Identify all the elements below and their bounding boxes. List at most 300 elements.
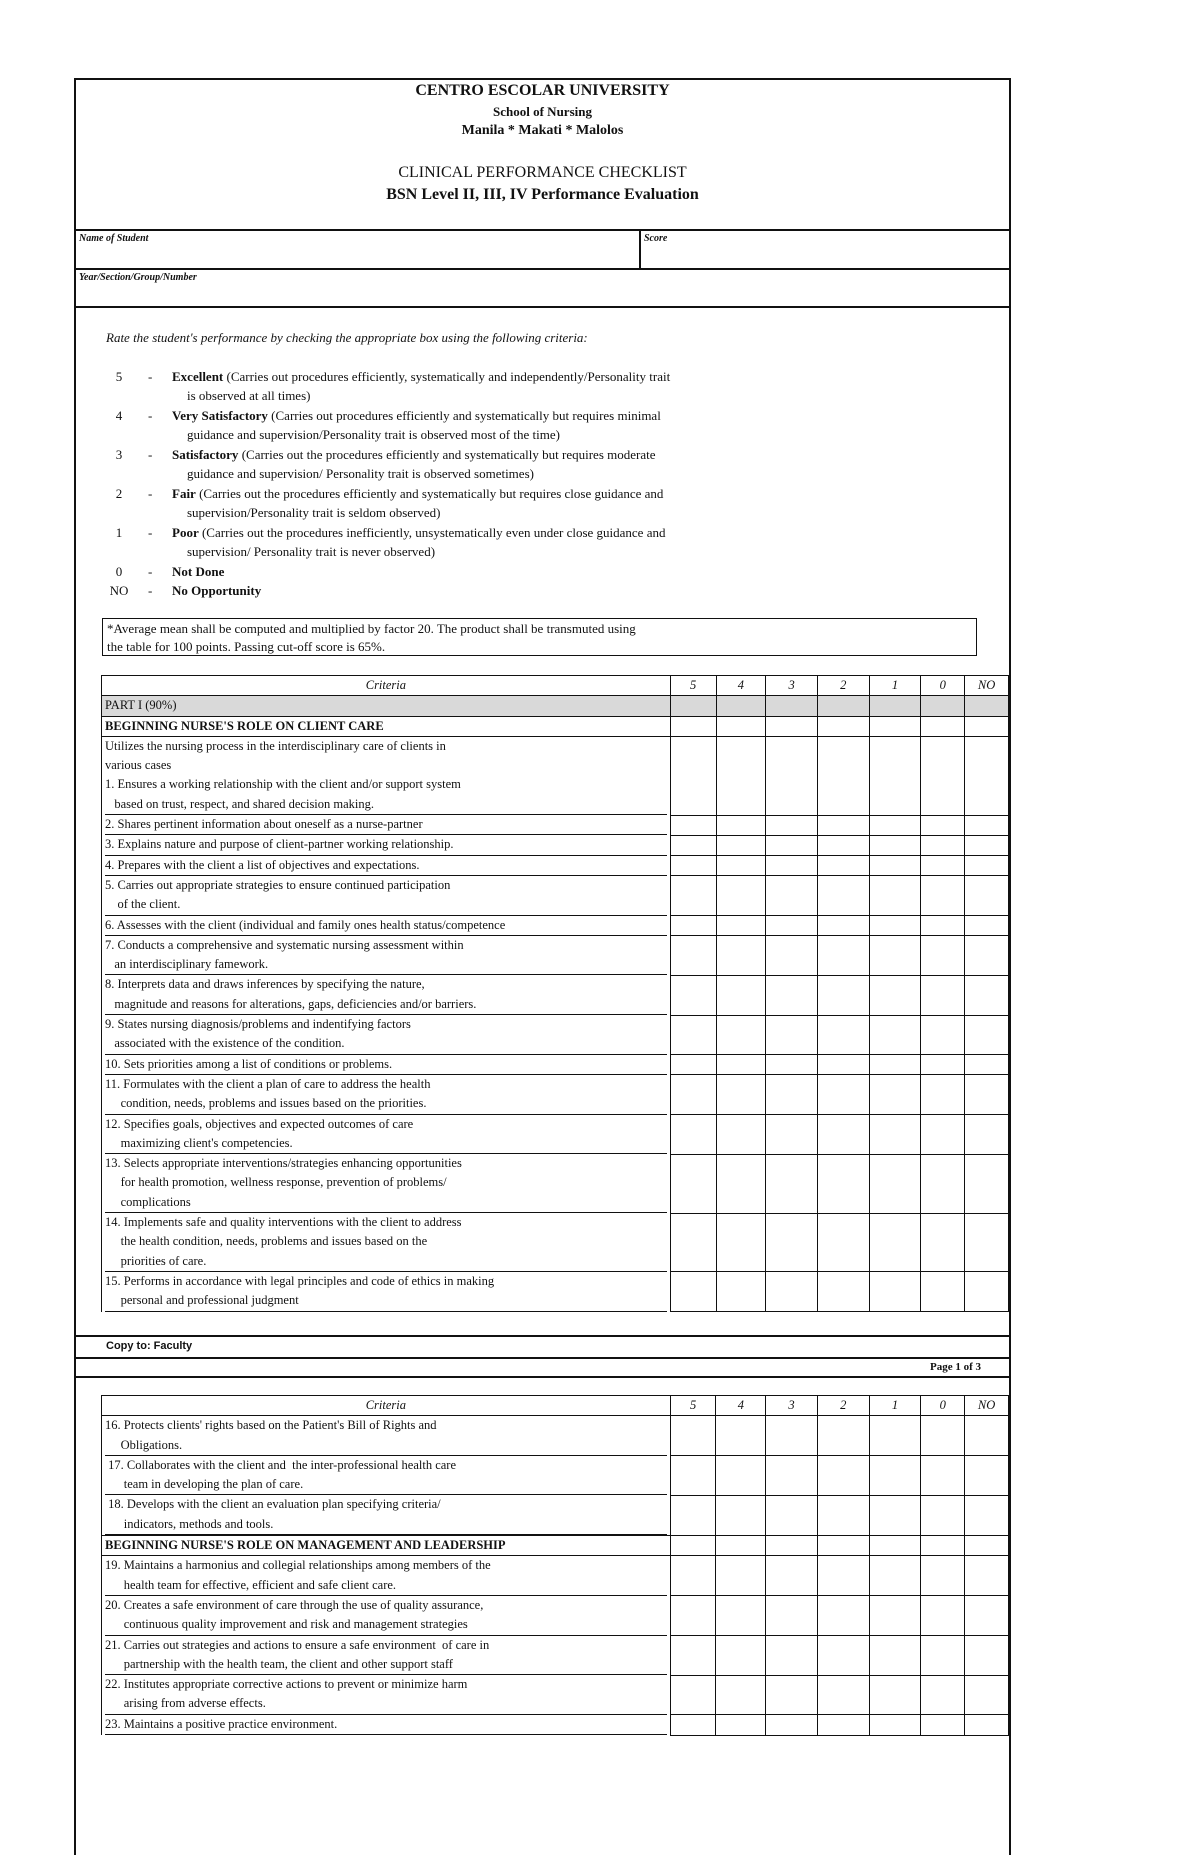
rating-checkbox[interactable] <box>869 1536 921 1556</box>
rating-checkbox[interactable] <box>766 736 818 815</box>
scale-name: Poor <box>172 525 199 540</box>
rating-checkbox[interactable] <box>921 1556 965 1596</box>
rating-checkbox[interactable] <box>965 975 1009 1015</box>
criterion-text <box>102 856 671 876</box>
rating-checkbox[interactable] <box>716 876 766 916</box>
scoring-note-line: *Average mean shall be computed and multiplied by factor 20. The product shall be transmuted using <box>107 621 636 636</box>
scale-name: Very Satisfactory <box>172 408 268 423</box>
rating-checkbox[interactable] <box>869 696 921 716</box>
rating-checkbox[interactable] <box>766 1596 818 1636</box>
rating-checkbox[interactable] <box>921 696 965 716</box>
rating-checkbox[interactable] <box>716 1015 766 1055</box>
rating-checkbox[interactable] <box>965 716 1009 736</box>
divider <box>76 306 1009 308</box>
criterion-line: Utilizes the nursing process in the interdisciplinary care of clients in <box>105 738 446 753</box>
scale-name: No Opportunity <box>172 583 262 598</box>
rating-checkbox[interactable] <box>869 856 921 876</box>
rating-checkbox[interactable] <box>716 1596 766 1636</box>
rating-checkbox[interactable] <box>965 1272 1009 1312</box>
rating-checkbox[interactable] <box>766 1154 818 1213</box>
rating-checkbox[interactable] <box>817 1154 869 1213</box>
rating-checkbox[interactable] <box>716 1675 766 1715</box>
rating-checkbox[interactable] <box>817 1596 869 1636</box>
rating-checkbox[interactable] <box>869 1495 921 1535</box>
scale-name: Satisfactory <box>172 447 239 462</box>
rating-checkbox[interactable] <box>869 736 921 815</box>
rating-column-header: 1 <box>869 676 921 696</box>
table-header-row <box>102 1396 1009 1416</box>
rating-checkbox[interactable] <box>670 696 716 716</box>
rating-checkbox[interactable] <box>921 1715 965 1735</box>
rating-checkbox[interactable] <box>869 1636 921 1676</box>
rating-checkbox[interactable] <box>817 1416 869 1456</box>
criterion-text <box>102 1154 671 1213</box>
rating-checkbox[interactable] <box>670 1596 716 1636</box>
rating-checkbox[interactable] <box>817 1272 869 1312</box>
rating-checkbox[interactable] <box>766 835 818 855</box>
rating-checkbox[interactable] <box>965 1675 1009 1715</box>
criterion-line: maximizing client's competencies. <box>105 1134 667 1154</box>
scale-description: (Carries out the procedures inefficiently, unsystematically even under close guidance and <box>198 525 666 540</box>
scoring-note-line: the table for 100 points. Passing cut-off score is 65%. <box>107 639 386 654</box>
rating-checkbox[interactable] <box>670 1536 716 1556</box>
rating-checkbox[interactable] <box>766 1636 818 1676</box>
criterion-text <box>102 1416 671 1456</box>
rating-checkbox[interactable] <box>716 1636 766 1676</box>
school-name: School of Nursing <box>493 104 592 119</box>
criterion-line: priorities of care. <box>105 1252 667 1272</box>
criterion-line: 2. Shares pertinent information about oneself as a nurse-partner <box>105 815 667 835</box>
rating-checkbox[interactable] <box>670 916 716 936</box>
criterion-line: for health promotion, wellness response, prevention of problems/ <box>105 1175 447 1190</box>
section-row-label: BEGINNING NURSE'S ROLE ON MANAGEMENT AND LEADERSHIP <box>102 1536 671 1556</box>
criterion-line: 7. Conducts a comprehensive and systematic nursing assessment within <box>105 937 464 952</box>
criterion-line: 15. Performs in accordance with legal principles and code of ethics in making <box>105 1273 495 1288</box>
rating-checkbox[interactable] <box>817 835 869 855</box>
criterion-text <box>102 1075 671 1115</box>
rating-checkbox[interactable] <box>817 1456 869 1496</box>
rating-checkbox[interactable] <box>921 1055 965 1075</box>
rating-checkbox[interactable] <box>670 876 716 916</box>
scale-description-cont: guidance and supervision/ Personality trait is observed sometimes) <box>187 466 534 482</box>
rating-column-header: NO <box>965 676 1009 696</box>
rating-checkbox[interactable] <box>921 1596 965 1636</box>
scale-number: 4 <box>115 408 123 423</box>
table-header-row <box>102 676 1009 696</box>
rating-checkbox[interactable] <box>716 1456 766 1496</box>
rating-column-header: 5 <box>670 676 716 696</box>
rating-column-header: 5 <box>670 1396 716 1416</box>
rating-checkbox[interactable] <box>921 1636 965 1676</box>
criterion-line: associated with the existence of the condition. <box>105 1034 667 1054</box>
divider <box>76 1357 1009 1359</box>
rating-checkbox[interactable] <box>869 876 921 916</box>
criterion-line: condition, needs, problems and issues based on the priorities. <box>105 1094 667 1114</box>
rating-checkbox[interactable] <box>766 1272 818 1312</box>
rating-checkbox[interactable] <box>716 1536 766 1556</box>
rating-checkbox[interactable] <box>965 1536 1009 1556</box>
criterion-line: various cases <box>105 758 172 773</box>
rating-checkbox[interactable] <box>921 736 965 815</box>
checklist-sheet: CENTRO ESCOLAR UNIVERSITY School of Nursing Manila * Makati * Malolos CLINICAL PERFORMANCE CHECKLIST BSN Level II, III, IV Performance Evaluation Name of Student Score Year/Section/Group/Number Rate the student's performance by checking the appropriate box using the following criteria: 5 - Excellent (Carries out procedures efficiently, systematically and independently/Personality trait is observed at all times) 4 - Very Satisfactory (Carries out procedures efficiently and systematically but requires minimal guidance and supervision/Personality trait is observed most of the time) 3 - Satisfactory (Carries out the procedures efficiently and systematically but requires moderate guidance and supervision/ Personality trait is observed sometimes) 2 - Fair (Carries out the procedures efficiently and systematically but requires close guidance and supervision/Personality trait is seldom observed) 1 - Poor (Carries out the procedures inefficiently, unsystematically even under close guidance and supervision/ Personality trait is never observed) 0 - Not Done NO - No Opportunity *Average mean shall be computed and multiplied by factor 20. The product shall be transmuted using the table for 100 points. Passing cut-off score is 65%. Criteria 5 4 3 2 1 0 NO PART I (90%) BEGINNING NURSE'S ROLE ON CLIENT CARE Utilizes the nursing process in the interdisciplinary care of clients in various cases 1. Ensures a working relationship with the client and/or support system based on trust, respect, and shared decision making. 2. Shares pertinent information about oneself as a nurse-partner 3. Explains nature and purpose of client-partner working relationship. 4. Prepares with the client a list of objectives and expectations. 5. Carries out appropriate strategies to ensure continued participation of the client. 6. Assesses with the client (individual and family ones health status/competence 7. Conducts a comprehensive and systematic nursing assessment within an interdisciplinary famework. 8. Interprets data and draws inferences by specifying the nature, magnitude and reasons for alterations, gaps, deficiencies and/or barriers. 9. States nursing diagnosis/problems and indentifying factors associated with the existence of the condition. 10. Sets priorities among a list of conditions or problems. 11. Formulates with the client a plan of care to address the health condition, needs, problems and issues based on the priorities. 12. Specifies goals, objectives and expected outcomes of care maximizing client's competencies. 13. Selects appropriate interventions/strategies enhancing opportunities for health promotion, wellness response, prevention of problems/ complications 14. Implements safe and quality interventions with the client to address the health condition, needs, problems and issues based on the priorities of care. 15. Performs in accordance with legal principles and code of ethics in making personal and professional judgment Copy to: Faculty Page 1 of 3 Criteria 5 4 3 2 1 0 NO 16. Protects clients' rights based on the Patient's Bill of Rights and Obligations. 17. Collaborates with the client and the inter-professional health care team in developing the plan of care. 18. Develops with the client an evaluation plan specifying criteria/ indicators, methods and tools. BEGINNING NURSE'S ROLE ON MANAGEMENT AND LEADERSHIP 19. Maintains a harmonius and collegial relationships among members of the health team for effective, efficient and safe client care. 20. Creates a safe environment of care through the use of quality assurance, continuous quality improvement and risk and management strategies 21. Carries out strategies and actions to ensure a safe environment of care in partnership with the health team, the client and other support staff 22. Institutes appropriate corrective actions to prevent or minimize harm arising from adverse effects. 23. Maintains a positive practice environment. <box>74 78 1011 1855</box>
rating-instructions: Rate the student's performance by checking the appropriate box using the following criteria: <box>106 330 588 345</box>
rating-checkbox[interactable] <box>817 916 869 936</box>
rating-checkbox[interactable] <box>716 1272 766 1312</box>
rating-checkbox[interactable] <box>817 1715 869 1735</box>
criterion-line: Obligations. <box>105 1436 667 1456</box>
rating-checkbox[interactable] <box>965 696 1009 716</box>
rating-checkbox[interactable] <box>716 1213 766 1272</box>
rating-checkbox[interactable] <box>716 1715 766 1735</box>
rating-checkbox[interactable] <box>716 815 766 835</box>
divider <box>76 1335 1009 1337</box>
scale-description: (Carries out the procedures efficiently and systematically but requires moderate <box>238 447 656 462</box>
criterion-row <box>102 1075 1009 1115</box>
criterion-line: continuous quality improvement and risk and management strategies <box>105 1615 667 1635</box>
criterion-line: magnitude and reasons for alterations, gaps, deficiencies and/or barriers. <box>105 995 667 1015</box>
criterion-line: health team for effective, efficient and safe client care. <box>105 1576 667 1596</box>
criterion-row <box>102 1596 1009 1636</box>
scale-name: Fair <box>172 486 196 501</box>
criterion-line: personal and professional judgment <box>105 1291 667 1311</box>
rating-checkbox[interactable] <box>869 716 921 736</box>
rating-checkbox[interactable] <box>921 1675 965 1715</box>
rating-checkbox[interactable] <box>670 1416 716 1456</box>
rating-column-header: 0 <box>921 676 965 696</box>
rating-checkbox[interactable] <box>965 916 1009 936</box>
rating-checkbox[interactable] <box>965 1556 1009 1596</box>
rating-checkbox[interactable] <box>965 1154 1009 1213</box>
rating-checkbox[interactable] <box>965 736 1009 815</box>
rating-checkbox[interactable] <box>670 1015 716 1055</box>
rating-checkbox[interactable] <box>869 1154 921 1213</box>
university-name: CENTRO ESCOLAR UNIVERSITY <box>415 82 670 99</box>
rating-checkbox[interactable] <box>766 975 818 1015</box>
rating-checkbox[interactable] <box>670 1456 716 1496</box>
rating-checkbox[interactable] <box>921 716 965 736</box>
rating-checkbox[interactable] <box>766 1495 818 1535</box>
rating-checkbox[interactable] <box>716 1115 766 1155</box>
rating-checkbox[interactable] <box>869 815 921 835</box>
scale-description: (Carries out procedures efficiently, systematically and independently/Personality trait <box>223 369 671 384</box>
criterion-line: partnership with the health team, the client and other support staff <box>105 1655 667 1675</box>
rating-checkbox[interactable] <box>921 1536 965 1556</box>
criterion-line: 4. Prepares with the client a list of objectives and expectations. <box>105 856 667 876</box>
rating-checkbox[interactable] <box>869 1596 921 1636</box>
rating-checkbox[interactable] <box>869 936 921 976</box>
criterion-text <box>102 835 671 855</box>
criterion-row <box>102 1115 1009 1155</box>
rating-checkbox[interactable] <box>670 1154 716 1213</box>
criterion-row <box>102 1015 1009 1055</box>
rating-checkbox[interactable] <box>670 1213 716 1272</box>
rating-checkbox[interactable] <box>766 856 818 876</box>
rating-checkbox[interactable] <box>817 736 869 815</box>
rating-checkbox[interactable] <box>766 716 818 736</box>
rating-checkbox[interactable] <box>921 916 965 936</box>
rating-checkbox[interactable] <box>766 1015 818 1055</box>
rating-checkbox[interactable] <box>670 975 716 1015</box>
campus-list: Manila * Makati * Malolos <box>461 123 624 138</box>
rating-checkbox[interactable] <box>965 856 1009 876</box>
criterion-row <box>102 1456 1009 1496</box>
rating-checkbox[interactable] <box>965 1456 1009 1496</box>
rating-checkbox[interactable] <box>869 1115 921 1155</box>
rating-checkbox[interactable] <box>817 1636 869 1676</box>
rating-checkbox[interactable] <box>670 1636 716 1676</box>
rating-checkbox[interactable] <box>817 1675 869 1715</box>
rating-checkbox[interactable] <box>921 835 965 855</box>
rating-column-header: 4 <box>716 1396 766 1416</box>
criteria-column-header: Criteria <box>102 1396 671 1416</box>
rating-checkbox[interactable] <box>670 716 716 736</box>
rating-checkbox[interactable] <box>817 1055 869 1075</box>
rating-checkbox[interactable] <box>670 936 716 976</box>
rating-checkbox[interactable] <box>921 1213 965 1272</box>
rating-checkbox[interactable] <box>817 1536 869 1556</box>
criterion-row <box>102 736 1009 815</box>
rating-checkbox[interactable] <box>869 1055 921 1075</box>
criterion-row <box>102 1715 1009 1735</box>
rating-checkbox[interactable] <box>766 876 818 916</box>
rating-checkbox[interactable] <box>965 1416 1009 1456</box>
rating-checkbox[interactable] <box>817 1495 869 1535</box>
divider <box>76 229 1009 231</box>
rating-checkbox[interactable] <box>766 1055 818 1075</box>
scale-number: NO <box>109 583 129 598</box>
rating-checkbox[interactable] <box>670 815 716 835</box>
rating-checkbox[interactable] <box>869 1213 921 1272</box>
rating-checkbox[interactable] <box>921 876 965 916</box>
rating-checkbox[interactable] <box>670 1675 716 1715</box>
rating-checkbox[interactable] <box>869 835 921 855</box>
criterion-row <box>102 916 1009 936</box>
rating-checkbox[interactable] <box>921 1075 965 1115</box>
rating-checkbox[interactable] <box>817 815 869 835</box>
rating-checkbox[interactable] <box>869 1416 921 1456</box>
rating-checkbox[interactable] <box>965 1636 1009 1676</box>
rating-checkbox[interactable] <box>869 916 921 936</box>
rating-checkbox[interactable] <box>716 696 766 716</box>
criteria-table-page2 <box>101 1395 1009 1736</box>
rating-checkbox[interactable] <box>716 736 766 815</box>
rating-checkbox[interactable] <box>766 1115 818 1155</box>
scale-name: Not Done <box>172 564 225 579</box>
rating-checkbox[interactable] <box>766 1456 818 1496</box>
rating-checkbox[interactable] <box>817 856 869 876</box>
rating-checkbox[interactable] <box>766 696 818 716</box>
scale-description: (Carries out the procedures efficiently and systematically but requires close guidance and <box>195 486 664 501</box>
rating-checkbox[interactable] <box>766 1075 818 1115</box>
rating-checkbox[interactable] <box>921 815 965 835</box>
criterion-text <box>102 1115 671 1155</box>
rating-checkbox[interactable] <box>766 1715 818 1735</box>
rating-checkbox[interactable] <box>716 716 766 736</box>
rating-checkbox[interactable] <box>869 1015 921 1055</box>
rating-checkbox[interactable] <box>965 815 1009 835</box>
scale-number: 5 <box>115 369 123 384</box>
rating-checkbox[interactable] <box>766 1213 818 1272</box>
criterion-line: 17. Collaborates with the client and the inter-professional health care <box>105 1457 457 1472</box>
rating-checkbox[interactable] <box>921 975 965 1015</box>
rating-checkbox[interactable] <box>817 975 869 1015</box>
rating-checkbox[interactable] <box>766 1675 818 1715</box>
rating-checkbox[interactable] <box>921 1456 965 1496</box>
rating-checkbox[interactable] <box>716 1416 766 1456</box>
section-row <box>102 1536 1009 1556</box>
scale-name: Excellent <box>172 369 224 384</box>
criterion-text <box>102 1556 671 1596</box>
rating-column-header: NO <box>965 1396 1009 1416</box>
criterion-row <box>102 1675 1009 1715</box>
rating-checkbox[interactable] <box>716 916 766 936</box>
rating-checkbox[interactable] <box>921 856 965 876</box>
rating-checkbox[interactable] <box>869 1456 921 1496</box>
criterion-line: 21. Carries out strategies and actions to ensure a safe environment of care in <box>105 1637 490 1652</box>
rating-checkbox[interactable] <box>817 1015 869 1055</box>
rating-checkbox[interactable] <box>965 1055 1009 1075</box>
rating-checkbox[interactable] <box>869 1272 921 1312</box>
criterion-text <box>102 1715 671 1735</box>
rating-checkbox[interactable] <box>965 1115 1009 1155</box>
rating-checkbox[interactable] <box>716 856 766 876</box>
scale-number: 1 <box>115 525 123 540</box>
rating-checkbox[interactable] <box>869 1675 921 1715</box>
rating-checkbox[interactable] <box>921 1416 965 1456</box>
divider <box>76 268 1009 270</box>
score-label: Score <box>644 233 668 244</box>
criterion-line: complications <box>105 1193 667 1213</box>
rating-checkbox[interactable] <box>965 1213 1009 1272</box>
rating-checkbox[interactable] <box>921 1272 965 1312</box>
rating-checkbox[interactable] <box>766 1556 818 1596</box>
criterion-row <box>102 1495 1009 1535</box>
rating-checkbox[interactable] <box>716 1075 766 1115</box>
page-number: Page 1 of 3 <box>929 1361 981 1373</box>
criterion-line: arising from adverse effects. <box>105 1694 667 1714</box>
rating-checkbox[interactable] <box>817 936 869 976</box>
rating-column-header: 2 <box>817 676 869 696</box>
rating-checkbox[interactable] <box>921 936 965 976</box>
criterion-line: 8. Interprets data and draws inferences by specifying the nature, <box>105 977 425 992</box>
criterion-text <box>102 975 671 1015</box>
rating-checkbox[interactable] <box>716 1556 766 1596</box>
scale-number: 0 <box>115 564 123 579</box>
rating-checkbox[interactable] <box>817 716 869 736</box>
rating-checkbox[interactable] <box>921 1015 965 1055</box>
rating-checkbox[interactable] <box>965 936 1009 976</box>
criterion-line: 20. Creates a safe environment of care through the use of quality assurance, <box>105 1597 484 1612</box>
criterion-row <box>102 876 1009 916</box>
criterion-row <box>102 1416 1009 1456</box>
rating-checkbox[interactable] <box>869 1715 921 1735</box>
criterion-line: 16. Protects clients' rights based on the Patient's Bill of Rights and <box>105 1418 437 1433</box>
rating-checkbox[interactable] <box>716 936 766 976</box>
rating-checkbox[interactable] <box>817 1115 869 1155</box>
rating-checkbox[interactable] <box>716 975 766 1015</box>
rating-checkbox[interactable] <box>670 736 716 815</box>
criterion-text <box>102 1675 671 1715</box>
rating-checkbox[interactable] <box>766 1536 818 1556</box>
criterion-line: 5. Carries out appropriate strategies to ensure continued participation <box>105 877 451 892</box>
rating-checkbox[interactable] <box>817 696 869 716</box>
divider <box>76 1376 1009 1378</box>
rating-checkbox[interactable] <box>817 1075 869 1115</box>
rating-checkbox[interactable] <box>817 1213 869 1272</box>
rating-checkbox[interactable] <box>965 1495 1009 1535</box>
criterion-row <box>102 1272 1009 1312</box>
rating-checkbox[interactable] <box>965 835 1009 855</box>
rating-checkbox[interactable] <box>670 1715 716 1735</box>
criterion-row <box>102 856 1009 876</box>
criterion-row <box>102 1556 1009 1596</box>
criterion-text <box>102 1213 671 1272</box>
criterion-line: 23. Maintains a positive practice environment. <box>105 1715 667 1735</box>
rating-checkbox[interactable] <box>817 1556 869 1596</box>
criterion-line: 12. Specifies goals, objectives and expected outcomes of care <box>105 1116 414 1131</box>
rating-checkbox[interactable] <box>670 1556 716 1596</box>
rating-checkbox[interactable] <box>766 916 818 936</box>
rating-checkbox[interactable] <box>965 1596 1009 1636</box>
rating-checkbox[interactable] <box>766 1416 818 1456</box>
criterion-line: 13. Selects appropriate interventions/strategies enhancing opportunities <box>105 1156 462 1171</box>
rating-checkbox[interactable] <box>965 876 1009 916</box>
document-title: CLINICAL PERFORMANCE CHECKLIST <box>398 164 687 181</box>
criterion-line: 3. Explains nature and purpose of client-partner working relationship. <box>105 835 667 855</box>
rating-checkbox[interactable] <box>921 1115 965 1155</box>
rating-checkbox[interactable] <box>670 1272 716 1312</box>
rating-checkbox[interactable] <box>869 1075 921 1115</box>
rating-checkbox[interactable] <box>670 835 716 855</box>
criteria-table-page1 <box>101 675 1009 1312</box>
document-subtitle: BSN Level II, III, IV Performance Evaluation <box>386 186 699 203</box>
rating-checkbox[interactable] <box>817 876 869 916</box>
rating-checkbox[interactable] <box>965 1075 1009 1115</box>
rating-checkbox[interactable] <box>670 1495 716 1535</box>
scale-number: 3 <box>115 447 123 462</box>
rating-checkbox[interactable] <box>766 815 818 835</box>
criterion-row <box>102 835 1009 855</box>
rating-checkbox[interactable] <box>716 835 766 855</box>
rating-checkbox[interactable] <box>670 856 716 876</box>
rating-checkbox[interactable] <box>716 1154 766 1213</box>
rating-checkbox[interactable] <box>921 1495 965 1535</box>
rating-column-header: 2 <box>817 1396 869 1416</box>
scoring-note <box>102 618 977 656</box>
rating-column-header: 0 <box>921 1396 965 1416</box>
rating-checkbox[interactable] <box>869 975 921 1015</box>
criterion-text <box>102 1055 671 1075</box>
rating-checkbox[interactable] <box>670 1075 716 1115</box>
document-header <box>76 80 1009 230</box>
rating-checkbox[interactable] <box>766 936 818 976</box>
rating-checkbox[interactable] <box>670 1115 716 1155</box>
rating-checkbox[interactable] <box>716 1055 766 1075</box>
criterion-text <box>102 1596 671 1636</box>
criterion-line: 19. Maintains a harmonius and collegial relationships among members of the <box>105 1558 491 1573</box>
rating-checkbox[interactable] <box>670 1055 716 1075</box>
criterion-line: 10. Sets priorities among a list of conditions or problems. <box>105 1055 667 1075</box>
rating-checkbox[interactable] <box>965 1715 1009 1735</box>
scale-number: 2 <box>115 486 123 501</box>
section-row-label: BEGINNING NURSE'S ROLE ON CLIENT CARE <box>102 716 671 736</box>
rating-checkbox[interactable] <box>921 1154 965 1213</box>
rating-checkbox[interactable] <box>869 1556 921 1596</box>
criterion-line: 22. Institutes appropriate corrective actions to prevent or minimize harm <box>105 1677 468 1692</box>
rating-checkbox[interactable] <box>965 1015 1009 1055</box>
rating-checkbox[interactable] <box>716 1495 766 1535</box>
rating-column-header: 3 <box>766 676 818 696</box>
